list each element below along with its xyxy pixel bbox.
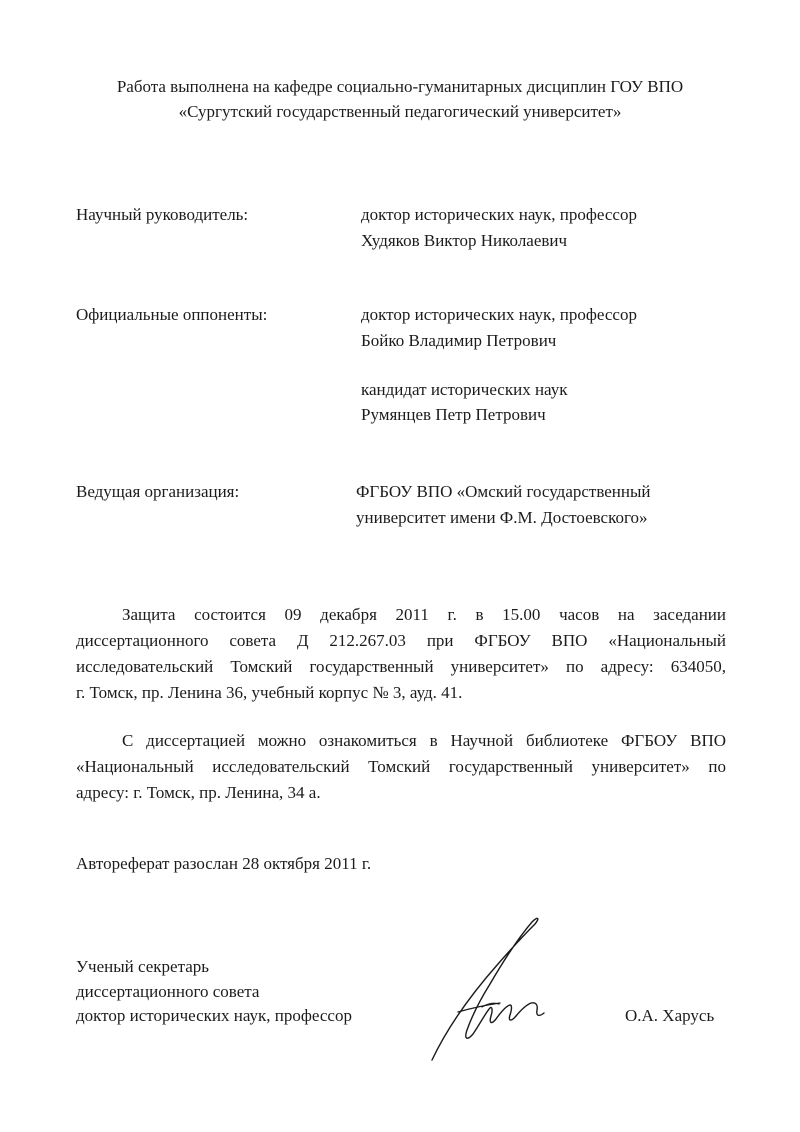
- opponents-label: Официальные оппоненты:: [76, 305, 268, 324]
- leading-org-line-2: университет имени Ф.М. Достоевского»: [356, 508, 648, 527]
- library-line-2: «Национальный исследовательский Томский государственный университет» по: [76, 757, 726, 776]
- secretary-council: диссертационного совета: [76, 982, 260, 1001]
- library-paragraph: [76, 728, 726, 806]
- header-line-2: «Сургутский государственный педагогический университет»: [178, 102, 622, 121]
- opponent-2-name: Румянцев Петр Петрович: [361, 405, 546, 424]
- library-line-1: С диссертацией можно ознакомиться в Научной библиотеке ФГБОУ ВПО: [122, 731, 726, 750]
- opponent-2-degree: кандидат исторических наук: [361, 380, 568, 399]
- secretary-degree: доктор исторических наук, профессор: [76, 1006, 352, 1025]
- defense-line-2: диссертационного совета Д 212.267.03 при ФГБОУ ВПО «Национальный: [76, 631, 726, 650]
- leading-org-line-1: ФГБОУ ВПО «Омский государственный: [356, 482, 651, 501]
- distribution-date: Автореферат разослан 28 октября 2011 г.: [76, 854, 372, 873]
- opponent-1-degree: доктор исторических наук, профессор: [361, 305, 637, 324]
- header-line-1: Работа выполнена на кафедре социально-гуманитарных дисциплин ГОУ ВПО: [116, 77, 684, 96]
- defense-line-1: Защита состоится 09 декабря 2011 г. в 15.00 часов на заседании: [122, 605, 726, 624]
- secretary-name: О.А. Харусь: [625, 1006, 715, 1025]
- defense-paragraph: [76, 602, 726, 706]
- supervisor-name: Худяков Виктор Николаевич: [361, 231, 568, 250]
- opponent-1-name: Бойко Владимир Петрович: [361, 331, 557, 350]
- defense-line-4: г. Томск, пр. Ленина 36, учебный корпус № 3, ауд. 41.: [76, 683, 463, 702]
- supervisor-degree: доктор исторических наук, профессор: [361, 205, 637, 224]
- library-line-3: адресу: г. Томск, пр. Ленина, 34 а.: [76, 783, 321, 802]
- leading-org-label: Ведущая организация:: [76, 482, 240, 501]
- defense-line-3: исследовательский Томский государственный университет» по адресу: 634050,: [76, 657, 726, 676]
- handwritten-signature: [420, 912, 570, 1062]
- supervisor-label: Научный руководитель:: [76, 205, 249, 224]
- secretary-title: Ученый секретарь: [76, 957, 210, 976]
